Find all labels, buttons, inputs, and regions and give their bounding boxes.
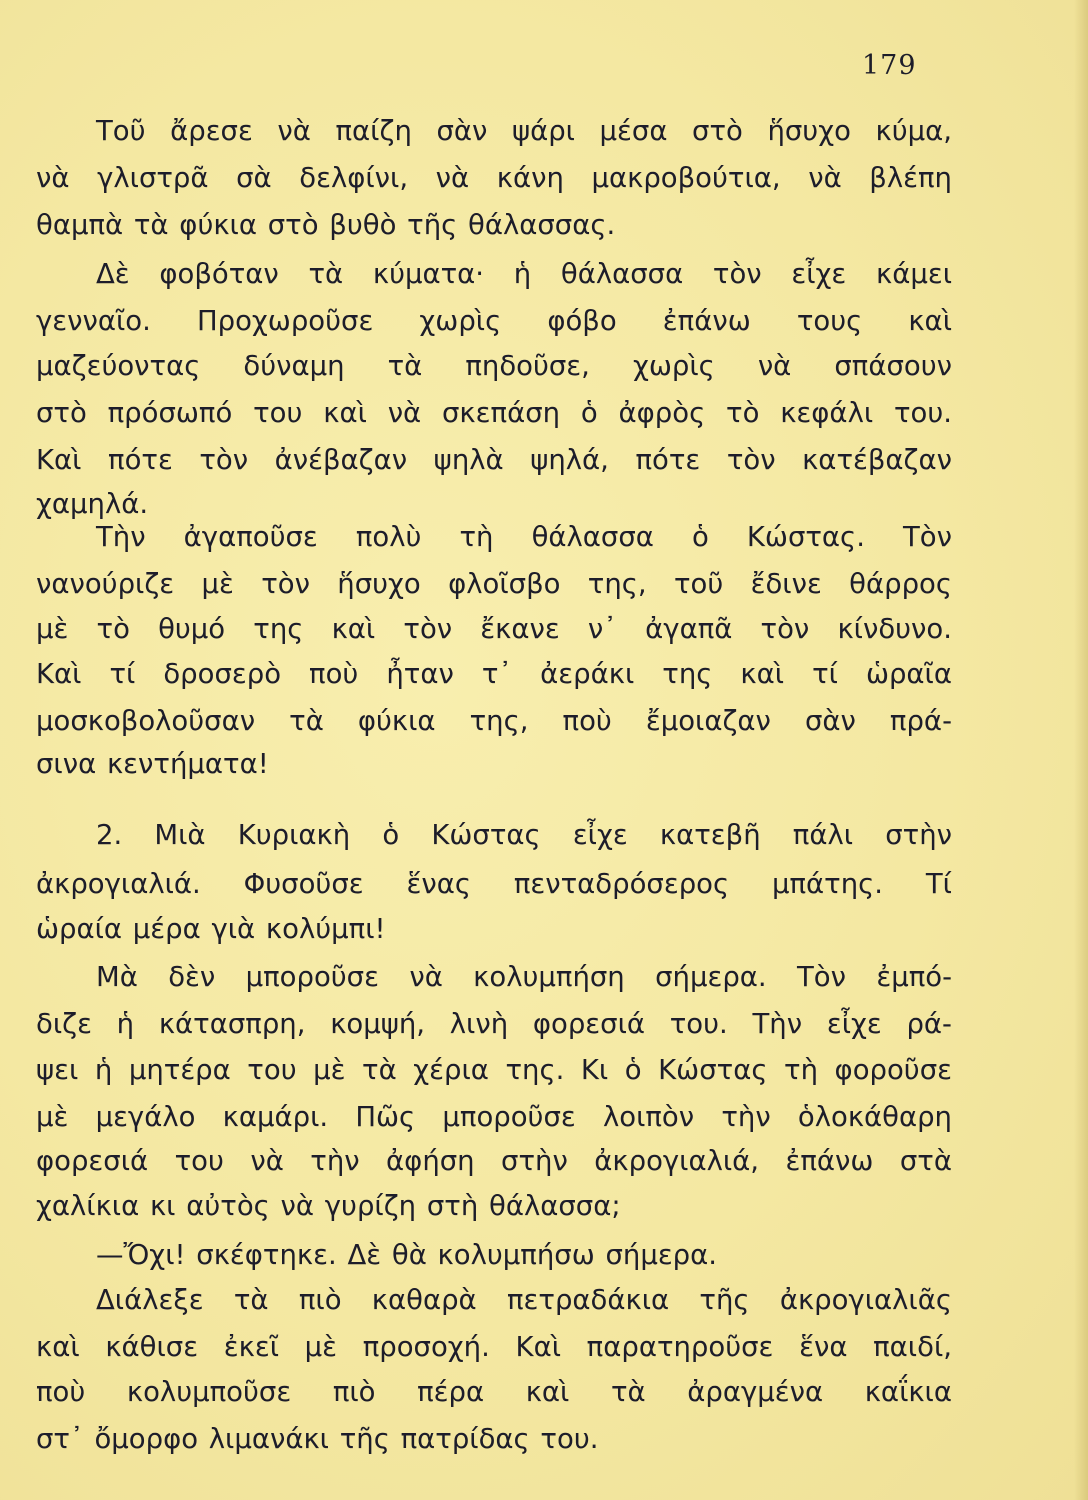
text-line: χαμηλά.: [36, 488, 149, 520]
text-line: Τὴν ἀγαποῦσε πολὺ τὴ θάλασσα ὁ Κώστας. Τὸν: [96, 521, 952, 553]
text-line: μὲ μεγάλο καμάρι. Πῶς μποροῦσε λοιπὸν τὴν ὁλοκάθαρη: [36, 1101, 952, 1133]
page-number: 179: [862, 50, 917, 81]
text-line: σινα κεντήματα!: [36, 748, 269, 780]
page-edge-shadow: [1074, 0, 1088, 1500]
text-line: ψει ἡ μητέρα του μὲ τὰ χέρια της. Κι ὁ Κώστας τὴ φοροῦσε: [36, 1054, 952, 1086]
text-line: μὲ τὸ θυμό της καὶ τὸν ἔκανε ν᾽ ἀγαπᾶ τὸν κίνδυνο.: [36, 613, 952, 645]
text-line: —Ὄχι! σκέφτηκε. Δὲ θὰ κολυμπήσω σήμερα.: [96, 1239, 718, 1271]
text-line: φορεσιά του νὰ τὴν ἀφήση στὴν ἀκρογιαλιά, ἐπάνω στὰ: [36, 1145, 952, 1177]
text-line: χαλίκια κι αὐτὸς νὰ γυρίζη στὴ θάλασσα;: [36, 1190, 621, 1222]
text-line: ὡραία μέρα γιὰ κολύμπι!: [36, 913, 386, 945]
text-line: ποὺ κολυμποῦσε πιὸ πέρα καὶ τὰ ἀραγμένα καΐκια: [36, 1376, 952, 1408]
text-line: Μὰ δὲν μποροῦσε νὰ κολυμπήση σήμερα. Τὸν ἐμπό-: [96, 961, 952, 993]
text-line: μοσκοβολοῦσαν τὰ φύκια της, ποὺ ἔμοιαζαν σὰν πρά-: [36, 705, 952, 737]
text-line: Καὶ πότε τὸν ἀνέβαζαν ψηλὰ ψηλά, πότε τὸν κατέβαζαν: [36, 444, 952, 476]
text-line: στὸ πρόσωπό του καὶ νὰ σκεπάση ὁ ἀφρὸς τὸ κεφάλι του.: [36, 397, 952, 429]
text-line: νανούριζε μὲ τὸν ἥσυχο φλοῖσβο της, τοῦ ἔδινε θάρρος: [36, 568, 952, 600]
text-line: γενναῖο. Προχωροῦσε χωρὶς φόβο ἐπάνω τους καὶ: [36, 305, 952, 337]
text-line: θαμπὰ τὰ φύκια στὸ βυθὸ τῆς θάλασσας.: [36, 209, 616, 241]
text-line: Τοῦ ἄρεσε νὰ παίζη σὰν ψάρι μέσα στὸ ἥσυχο κύμα,: [96, 115, 952, 147]
text-line: 2. Μιὰ Κυριακὴ ὁ Κώστας εἶχε κατεβῆ πάλι στὴν: [96, 819, 952, 851]
text-line: μαζεύοντας δύναμη τὰ πηδοῦσε, χωρὶς νὰ σπάσουν: [36, 350, 952, 382]
text-line: καὶ κάθισε ἐκεῖ μὲ προσοχή. Καὶ παρατηροῦσε ἕνα παιδί,: [36, 1331, 952, 1363]
text-line: διζε ἡ κάτασπρη, κομψή, λινὴ φορεσιά του. Τὴν εἶχε ρά-: [36, 1008, 952, 1040]
text-line: στ᾽ ὄμορφο λιμανάκι τῆς πατρίδας του.: [36, 1423, 599, 1455]
text-line: Διάλεξε τὰ πιὸ καθαρὰ πετραδάκια τῆς ἀκρογιαλιᾶς: [96, 1284, 952, 1316]
text-line: Δὲ φοβόταν τὰ κύματα· ἡ θάλασσα τὸν εἶχε κάμει: [96, 258, 952, 290]
text-line: ἀκρογιαλιά. Φυσοῦσε ἕνας πενταδρόσερος μπάτης. Τί: [36, 868, 952, 900]
text-line: νὰ γλιστρᾶ σὰ δελφίνι, νὰ κάνη μακροβούτια, νὰ βλέπη: [36, 162, 952, 194]
text-line: Καὶ τί δροσερὸ ποὺ ἦταν τ᾽ ἀεράκι της καὶ τί ὡραῖα: [36, 658, 952, 690]
